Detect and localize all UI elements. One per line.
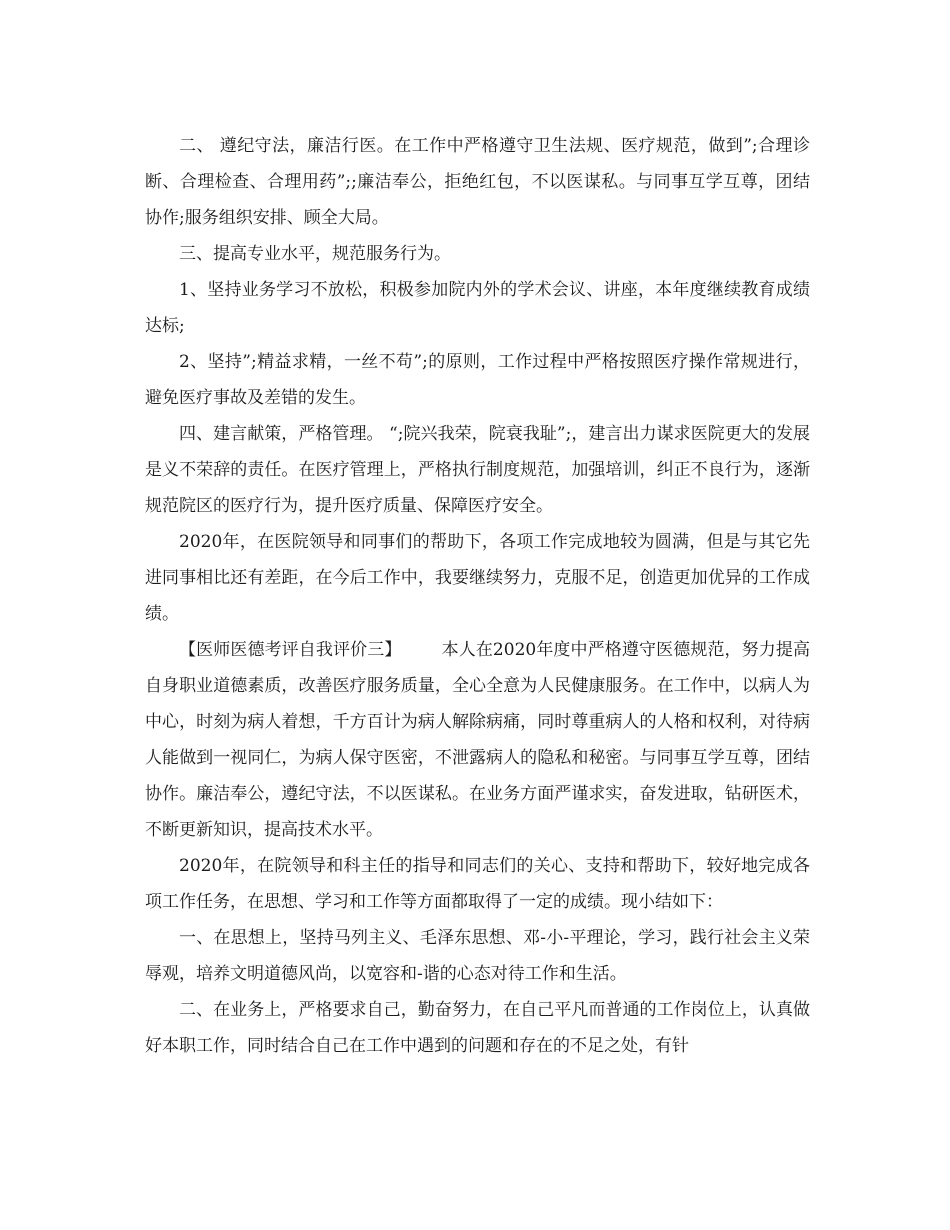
paragraph: 三、提高专业水平，规范服务行为。	[179, 244, 451, 264]
section-heading: 【医师医德考评自我评价三】	[179, 640, 402, 660]
paragraph: 2020年，在院领导和科主任的指导和同志们的关心、支持和帮助下，较好地完成各项工作任务，在思想、学习和工作等方面都取得了一定的成绩。现小结如下：	[145, 856, 810, 912]
paragraph: 二、在业务上，严格要求自己，勤奋努力，在自己平凡而普通的工作岗位上，认真做好本职工作，同时结合自己在工作中遇到的问题和存在的不足之处，有针	[145, 1000, 810, 1056]
paragraph: 一、在思想上，坚持马列主义、毛泽东思想、邓-小-平理论，学习，践行社会主义荣辱观，培养文明道德风尚，以宽容和-谐的心态对待工作和生活。	[145, 928, 810, 984]
section-intro: 本人在2020年度中严格遵守医德规范，努力提高自身职业道德素质，改善医疗服务质量，全心全意为人民健康服务。在工作中，以病人为中心，时刻为病人着想，千方百计为病人解除病痛，同时尊重病人的人格和权利，对待病人能做到一视同仁，为病人保守医密，不泄露病人的隐私和秘密。与同事互学互尊，团结协作。廉洁奉公，遵纪守法，不以医谋私。在业务方面严谨求实，奋发进取，钻研医术，不断更新知识，提高技术水平。	[145, 640, 811, 840]
paragraph: 2、坚持”;精益求精，一丝不苟”;的原则，工作过程中严格按照医疗操作常规进行，避免医疗事故及差错的发生。	[145, 352, 810, 408]
section-paragraph	[145, 632, 810, 848]
paragraph: 二、 遵纪守法，廉洁行医。在工作中严格遵守卫生法规、医疗规范，做到”;合理诊断、合理检查、合理用药”;;廉洁奉公，拒绝红包，不以医谋私。与同事互学互尊，团结协作;服务组织安排、顾全大局。	[145, 136, 810, 228]
document-body	[145, 128, 810, 1064]
paragraph: 2020年，在医院领导和同事们的帮助下，各项工作完成地较为圆满，但是与其它先进同事相比还有差距，在今后工作中，我要继续努力，克服不足，创造更加优异的工作成绩。	[145, 532, 810, 624]
paragraph: 四、建言献策，严格管理。 “;院兴我荣，院衰我耻”;，建言出力谋求医院更大的发展是义不荣辞的责任。在医疗管理上，严格执行制度规范，加强培训，纠正不良行为，逐渐规范院区的医疗行为，提升医疗质量、保障医疗安全。	[145, 424, 810, 516]
paragraph: 1、坚持业务学习不放松，积极参加院内外的学术会议、讲座，本年度继续教育成绩达标;	[145, 280, 810, 336]
